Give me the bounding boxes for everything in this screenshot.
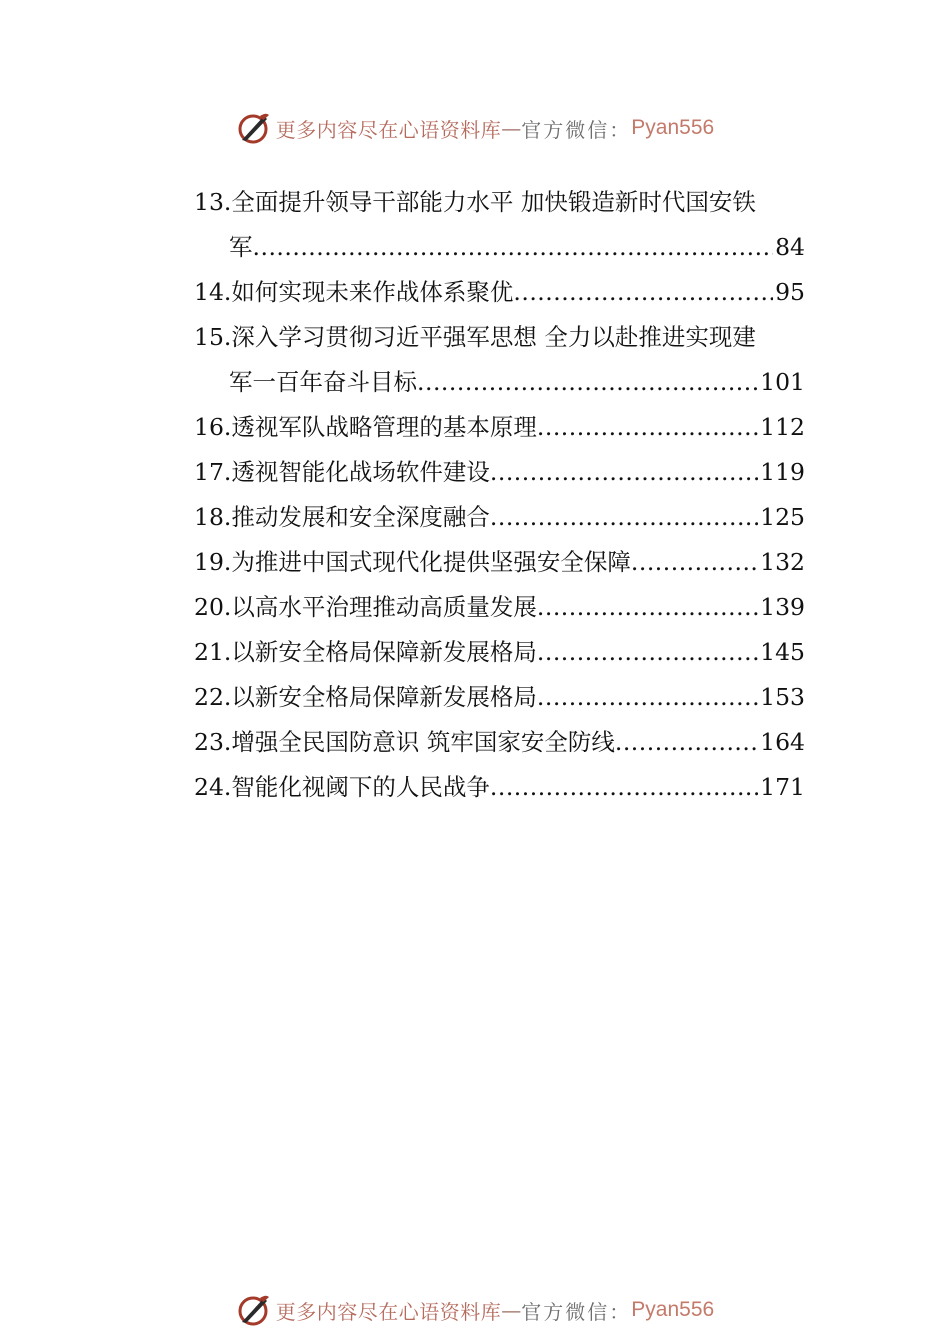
banner-separator: — <box>501 116 522 140</box>
toc-number: 17. <box>194 458 232 486</box>
toc-entry-18[interactable] <box>194 495 805 540</box>
toc-entry-16[interactable] <box>194 405 805 450</box>
toc-title: 如何实现未来作战体系聚优 <box>231 278 514 306</box>
toc-page-number: 125 <box>760 503 805 531</box>
toc-leader-dots <box>490 450 758 495</box>
toc-leader-dots <box>417 360 758 405</box>
toc-leader-dots <box>537 405 758 450</box>
toc-leader-dots <box>490 765 758 810</box>
footer-banner <box>0 1290 950 1330</box>
toc-number: 24. <box>194 773 232 801</box>
banner-text: 更多内容尽在心语资料库 <box>275 117 502 142</box>
toc-number: 20. <box>194 593 232 621</box>
toc-leader-dots <box>490 495 758 540</box>
toc-title: 以新安全格局保障新发展格局 <box>231 638 537 666</box>
toc-page-number: 164 <box>760 728 805 756</box>
toc-number: 13. <box>194 188 232 216</box>
toc-leader-dots <box>537 585 758 630</box>
toc-page-number: 139 <box>760 593 805 621</box>
toc-title: 以新安全格局保障新发展格局 <box>231 683 537 711</box>
toc-title: 透视军队战略管理的基本原理 <box>231 413 537 441</box>
toc-page-number: 112 <box>760 413 805 441</box>
toc-leader-dots <box>631 540 758 585</box>
toc-page-number: 84 <box>775 233 805 261</box>
toc-title-continued: 军一百年奋斗目标 <box>229 368 417 396</box>
toc-number: 23. <box>194 728 232 756</box>
toc-number: 21. <box>194 638 232 666</box>
toc-number: 16. <box>194 413 232 441</box>
toc-title-continued: 军 <box>229 233 253 261</box>
toc-entry-20[interactable] <box>194 585 805 630</box>
toc-title: 增强全民国防意识 筑牢国家安全防线 <box>231 728 615 756</box>
toc-entry-21[interactable] <box>194 630 805 675</box>
banner-label: 官方微信： <box>521 117 632 142</box>
toc-leader-dots <box>537 630 758 675</box>
toc-page-number: 95 <box>775 278 805 306</box>
toc-entry-19[interactable] <box>194 540 805 585</box>
toc-page-number: 153 <box>760 683 805 711</box>
quill-logo-icon <box>236 1292 272 1328</box>
toc-number: 22. <box>194 683 232 711</box>
toc-number: 19. <box>194 548 232 576</box>
toc-entry-22[interactable] <box>194 675 805 720</box>
toc-entry-24[interactable] <box>194 765 805 810</box>
toc-page-number: 119 <box>760 458 805 486</box>
banner-label: 官方微信： <box>521 1299 632 1324</box>
banner-wechat-id: Pyan556 <box>631 1298 715 1321</box>
toc-page-number: 145 <box>760 638 805 666</box>
toc-title: 推动发展和安全深度融合 <box>231 503 490 531</box>
toc-page-number: 171 <box>760 773 805 801</box>
toc-page-number: 132 <box>760 548 805 576</box>
toc-title: 透视智能化战场软件建设 <box>231 458 490 486</box>
table-of-contents <box>194 180 805 810</box>
toc-title: 为推进中国式现代化提供坚强安全保障 <box>231 548 631 576</box>
toc-entry-17[interactable] <box>194 450 805 495</box>
toc-title: 智能化视阈下的人民战争 <box>231 773 490 801</box>
toc-leader-dots <box>615 720 758 765</box>
banner-wechat-id: Pyan556 <box>631 116 715 139</box>
toc-title: 深入学习贯彻习近平强军思想 全力以赴推进实现建 <box>231 323 756 351</box>
toc-title: 以高水平治理推动高质量发展 <box>231 593 537 621</box>
banner-text: 更多内容尽在心语资料库 <box>275 1299 502 1324</box>
header-banner <box>0 108 950 148</box>
toc-number: 18. <box>194 503 232 531</box>
toc-leader-dots <box>253 225 774 270</box>
banner-separator: — <box>501 1298 522 1322</box>
toc-entry-23[interactable] <box>194 720 805 765</box>
toc-number: 14. <box>194 278 232 306</box>
toc-number: 15. <box>194 323 232 351</box>
toc-entry-14[interactable] <box>194 270 805 315</box>
quill-logo-icon <box>236 110 272 146</box>
toc-entry-15[interactable] <box>194 315 805 405</box>
toc-page-number: 101 <box>760 368 805 396</box>
toc-entry-13[interactable] <box>194 180 805 270</box>
toc-leader-dots <box>537 675 758 720</box>
toc-title: 全面提升领导干部能力水平 加快锻造新时代国安铁 <box>231 188 756 216</box>
toc-leader-dots <box>513 270 773 315</box>
